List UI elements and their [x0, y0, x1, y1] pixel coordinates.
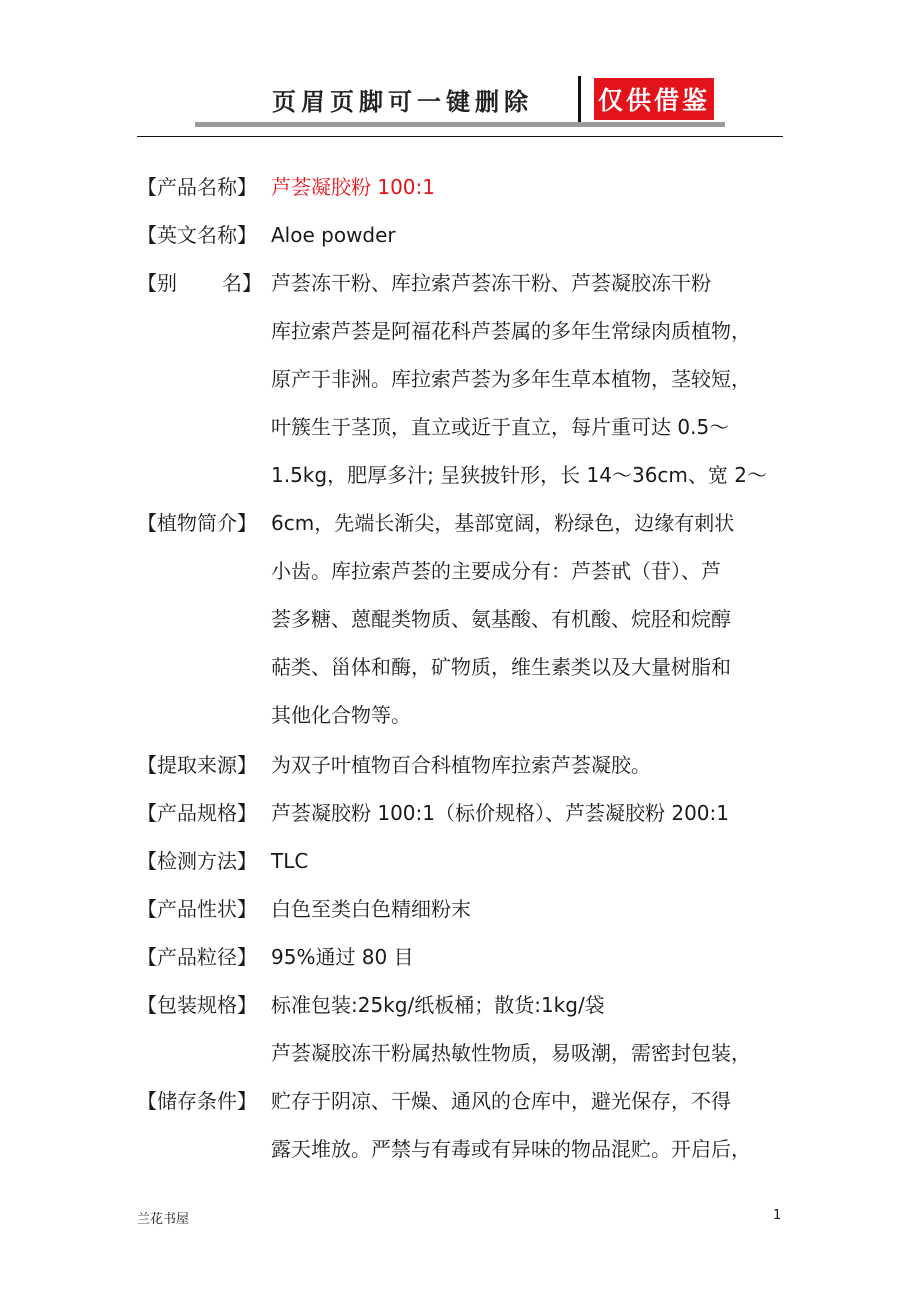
field-packaging	[137, 993, 605, 1017]
storage-line: 贮存于阴凉、干燥、通风的仓库中，避光保存，不得	[271, 1089, 731, 1113]
field-value: 芦荟凝胶粉 100:1（标价规格）、芦荟凝胶粉 200:1	[271, 801, 729, 825]
field-label: 【包装规格】	[137, 993, 257, 1017]
plant-intro-line: 6cm，先端长渐尖，基部宽阔，粉绿色，边缘有刺状	[271, 511, 735, 535]
storage-label: 【储存条件】	[137, 1089, 257, 1113]
field-label: 【英文名称】	[137, 223, 257, 247]
field-value: 标准包装:25kg/纸板桶；散货:1kg/袋	[271, 993, 605, 1017]
field-label	[137, 271, 271, 295]
field-label: 【产品性状】	[137, 897, 257, 921]
footer-left-text: 兰花书屋	[137, 1212, 190, 1227]
field-english-name	[137, 223, 396, 247]
plant-intro-line: 小齿。库拉索芦荟的主要成分有：芦荟甙（苷）、芦	[271, 559, 721, 583]
plant-intro-line: 荟多糖、蒽醌类物质、氨基酸、有机酸、烷胫和烷醇	[271, 607, 731, 631]
field-source	[137, 753, 651, 777]
header-badge: 仅供借鉴	[594, 78, 714, 120]
field-spec	[137, 801, 729, 825]
field-value: 白色至类白色精细粉末	[271, 897, 471, 921]
field-test-method	[137, 849, 308, 873]
field-particle-size	[137, 945, 414, 969]
storage-line: 芦荟凝胶冻干粉属热敏性物质，易吸潮，需密封包装，	[271, 1041, 751, 1065]
field-label-right: 名】	[222, 271, 262, 295]
plant-intro-line: 库拉索芦荟是阿福花科芦荟属的多年生常绿肉质植物，	[271, 319, 751, 343]
field-label: 【提取来源】	[137, 753, 257, 777]
header-shade-bar	[195, 122, 725, 127]
field-value: 芦荟凝胶粉 100:1	[271, 175, 435, 199]
field-label: 【产品名称】	[137, 175, 257, 199]
storage-line: 露天堆放。严禁与有毒或有异味的物品混贮。开启后，	[271, 1137, 751, 1161]
plant-intro-line: 叶簇生于茎顶，直立或近于直立，每片重可达 0.5～	[271, 415, 730, 439]
field-label: 【产品粒径】	[137, 945, 257, 969]
field-appearance	[137, 897, 471, 921]
plant-intro-line: 其他化合物等。	[271, 703, 411, 727]
plant-intro-label: 【植物简介】	[137, 511, 257, 535]
plant-intro-line: 原产于非洲。库拉索芦荟为多年生草本植物，茎较短，	[271, 367, 751, 391]
page-number: 1	[773, 1208, 782, 1223]
field-value: 95%通过 80 目	[271, 945, 414, 969]
plant-intro-line: 1.5kg，肥厚多汁; 呈狭披针形，长 14～36cm、宽 2～	[271, 463, 767, 487]
field-label: 【检测方法】	[137, 849, 257, 873]
field-alias	[137, 271, 711, 295]
field-value: 芦荟冻干粉、库拉索芦荟冻干粉、芦荟凝胶冻干粉	[271, 271, 711, 295]
plant-intro-line: 萜类、甾体和酶，矿物质，维生素类以及大量树脂和	[271, 655, 731, 679]
field-label: 【产品规格】	[137, 801, 257, 825]
field-label-left: 【别	[137, 271, 177, 295]
header-rule	[137, 136, 783, 137]
field-value: Aloe powder	[271, 223, 396, 247]
header-divider	[578, 76, 581, 126]
field-product-name	[137, 175, 435, 199]
header-title: 页眉页脚可一键删除	[272, 87, 533, 116]
field-value: 为双子叶植物百合科植物库拉索芦荟凝胶。	[271, 753, 651, 777]
field-value: TLC	[271, 849, 309, 873]
